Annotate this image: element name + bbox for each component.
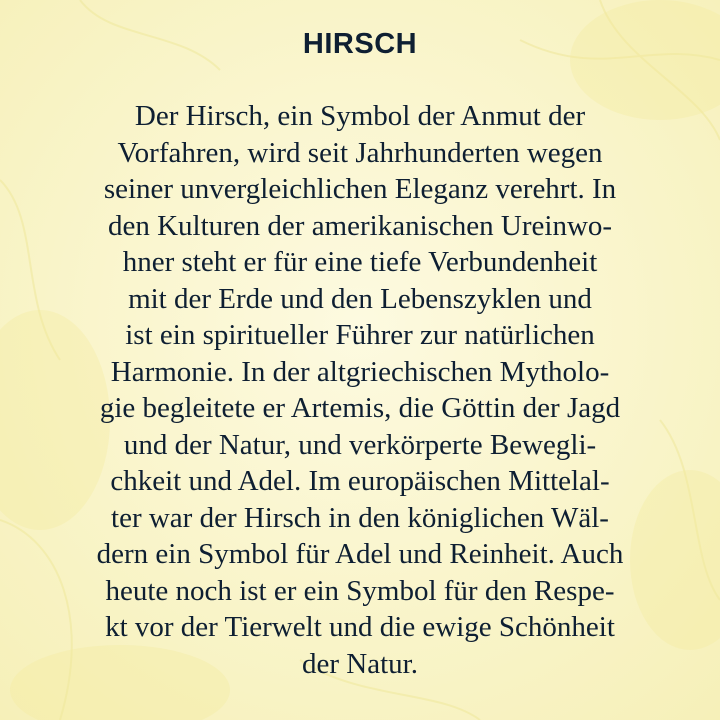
text-line: dern ein Symbol für Adel und Reinheit. Auch — [96, 538, 624, 570]
text-line: heute noch ist er ein Symbol für den Respe- — [105, 574, 615, 607]
text-line: den Kulturen der amerikanischen Ureinwo- — [107, 209, 613, 242]
text-line: seiner unvergleichlichen Eleganz verehrt. In — [103, 173, 617, 205]
text-line: gie begleitete er Artemis, die Göttin der Jagd — [99, 392, 621, 424]
text-line: Der Hirsch, ein Symbol der Anmut der — [134, 100, 586, 132]
text-line: chkeit und Adel. Im europäischen Mittelal- — [110, 465, 610, 497]
text-line: Vorfahren, wird seit Jahrhunderten wegen — [117, 136, 603, 169]
description-paragraph — [0, 98, 720, 682]
text-line: hner steht er für eine tiefe Verbundenheit — [122, 246, 598, 278]
text-line: ter war der Hirsch in den königlichen Wäl- — [111, 501, 609, 534]
text-line: mit der Erde und den Lebenszyklen und — [128, 282, 592, 315]
text-line: ist ein spiritueller Führer zur natürlichen — [125, 319, 595, 351]
text-line: kt vor der Tierwelt und die ewige Schönheit — [105, 611, 615, 643]
text-line: der Natur. — [302, 647, 418, 680]
text-line: und der Natur, und verkörperte Bewegli- — [123, 428, 597, 461]
text-line: Harmonie. In der altgriechischen Mytholo- — [110, 355, 610, 388]
page-title: HIRSCH — [302, 28, 418, 60]
